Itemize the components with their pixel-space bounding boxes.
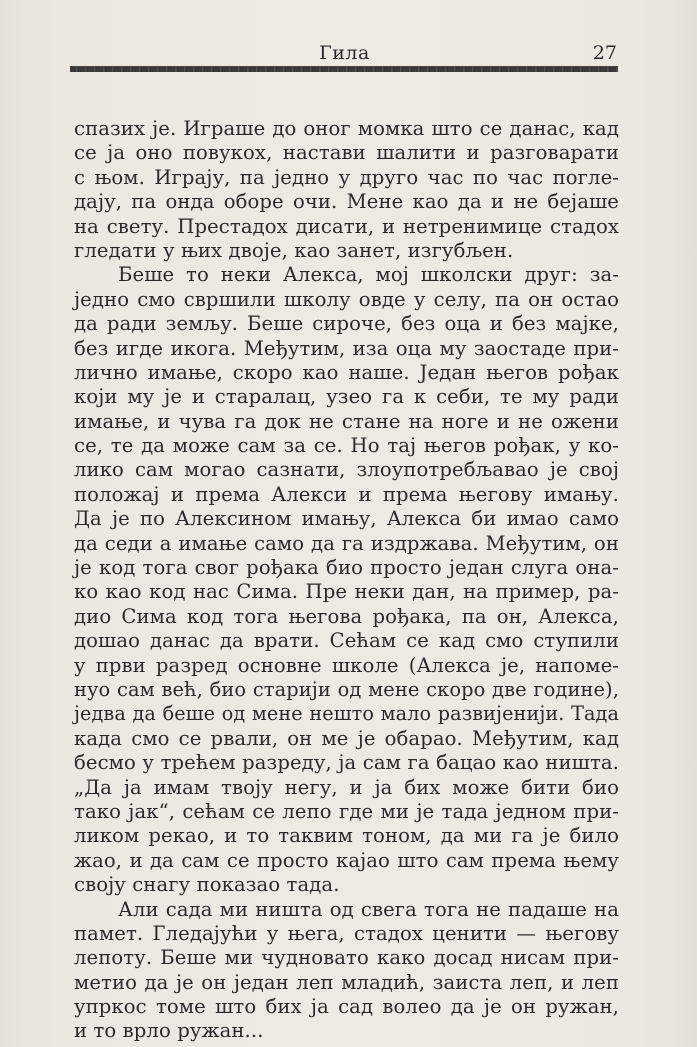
header-rule: [70, 66, 618, 72]
text-line: жао, и да сам се просто кајао што сам према њему: [74, 848, 619, 872]
text-line: да седи а имање само да га издржава. Међутим, он: [74, 531, 619, 555]
text-line: да ради земљу. Беше сироче, без оца и без мајке,: [74, 312, 619, 336]
text-line: се, те да може сам за се. Но тај његов рођак, у ко-: [74, 434, 619, 458]
text-line: једва да беше од мене нешто мало развијенији. Тада: [74, 702, 619, 726]
text-line: дошао данас да врати. Сећам се кад смо ступили: [74, 629, 619, 653]
text-line: тако јак“, сећам се лепо где ми је тада једном при-: [74, 799, 619, 823]
body-text: [74, 117, 619, 1044]
page-number: 27: [592, 42, 617, 64]
text-line: једно смо свршили школу овде у селу, па он остао: [74, 287, 619, 311]
text-line: нуо сам већ, био старији од мене скоро две године),: [74, 677, 619, 701]
text-line: који му је и старалац, узео га к себи, те му ради: [74, 385, 619, 409]
text-line: без игде икога. Међутим, иза оца му заостаде при-: [74, 336, 619, 360]
text-line: је код тога свог рођака био просто један слуга она-: [74, 556, 619, 580]
text-line: памет. Гледајући у њега, стадох ценити — његову: [74, 921, 619, 945]
text-line: своју снагу показао тада.: [74, 873, 340, 897]
text-line: спазих је. Играше до оног момка што се данас, кад: [74, 117, 619, 140]
text-line: имање, и чува га док не стане на ноге и не ожени: [74, 409, 619, 433]
text-line: се ја оно повукох, настави шалити и разговарати: [74, 141, 619, 165]
running-title: Гила: [319, 42, 370, 64]
text-line: Да је по Алексином имању, Алекса би имао само: [74, 507, 619, 531]
text-line: када смо се рвали, он ме је обарао. Међутим, кад: [74, 726, 619, 750]
text-line: лико сам могао сазнати, злоупотребљавао је свој: [74, 458, 619, 482]
text-line: „Да ја имам твоју негу, и ја бих може бити био: [74, 775, 619, 799]
text-line: у први разред основне школе (Алекса је, напоме-: [74, 653, 619, 677]
text-line: дају, па онда оборе очи. Мене као да и не бејаше: [74, 190, 619, 214]
text-line: с њом. Играју, па једно у друго час по час погле-: [74, 165, 619, 189]
page-header: [72, 42, 617, 64]
text-line: ликом рекао, и то таквим тоном, да ми га је било: [74, 824, 619, 848]
text-line: Беше то неки Алекса, мој школски друг: за-: [118, 263, 619, 287]
text-line: дио Сима код тога његова рођака, па он, Алекса,: [74, 604, 619, 628]
text-line: метио да је он један леп младић, заиста леп, и леп: [74, 970, 619, 994]
text-line: положај и према Алекси и према његову имању.: [74, 482, 619, 506]
text-line: лепоту. Беше ми чудновато како досад нисам при-: [74, 946, 619, 970]
text-line: бесмо у трећем разреду, ја сам га бацао као ништа.: [74, 751, 619, 775]
text-line: упркос томе што бих ја сад волео да је он ружан,: [74, 995, 619, 1019]
text-line: ко као код нас Сима. Пре неки дан, на пример, ра-: [74, 580, 619, 604]
text-line: Али сада ми ништа од свега тога не падаше на: [118, 897, 619, 921]
text-line: на свету. Престадох дисати, и нетренимице стадох: [74, 214, 619, 238]
text-line: лично имање, скоро као наше. Један његов рођак: [74, 360, 619, 384]
text-line: гледати у њих двоје, као занет, изгубљен.: [74, 238, 514, 262]
text-line: и то врло ружан...: [74, 1019, 264, 1043]
